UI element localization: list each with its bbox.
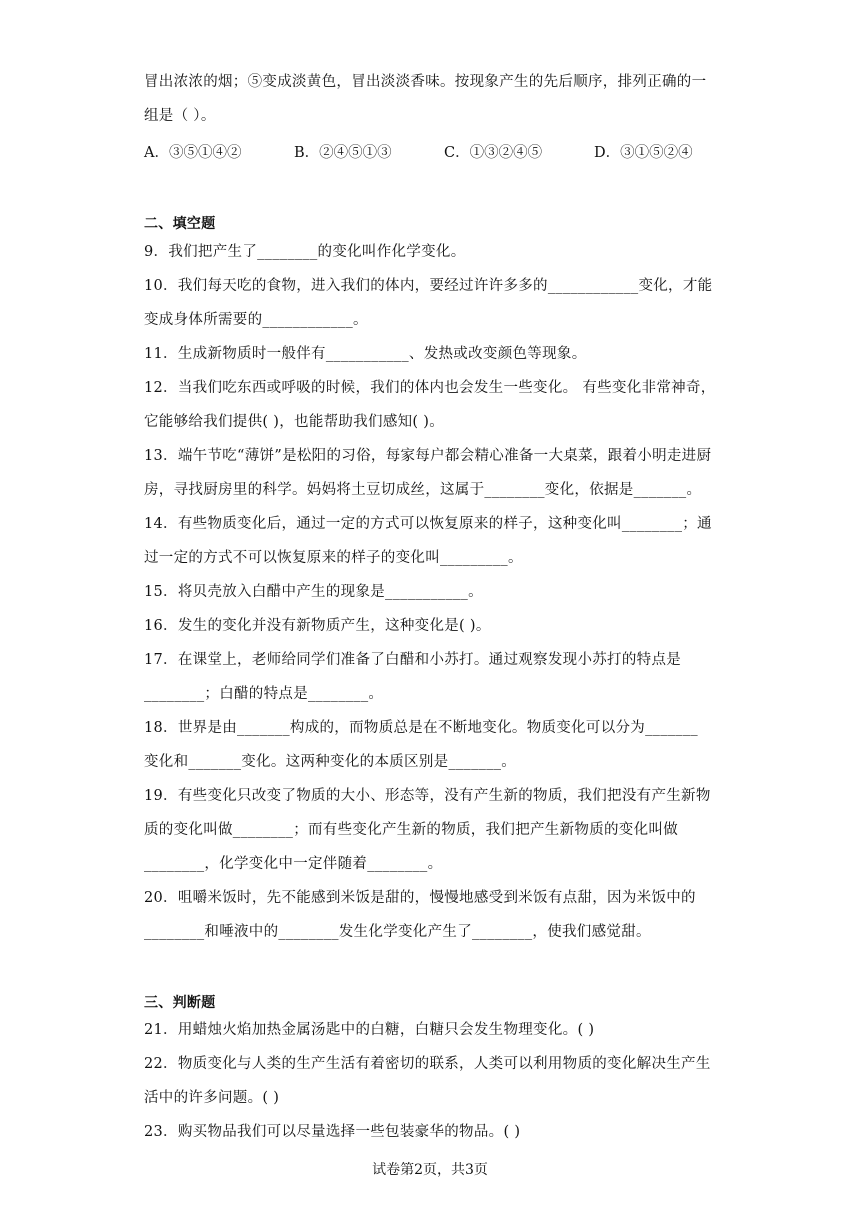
fill-line-10a: 10．我们每天吃的食物，进入我们的体内，要经过许许多多的____________变化，才能	[144, 278, 713, 294]
fill-line-20a: 20．咀嚼米饭时，先不能感到米饭是甜的，慢慢地感受到米饭有点甜，因为米饭中的	[144, 890, 696, 906]
q8-option-b: B．②④⑤①③	[294, 145, 392, 161]
judge-line-22a: 22．物质变化与人类的生产生活有着密切的联系，人类可以利用物质的变化解决生产生	[144, 1056, 711, 1072]
fill-line-19a: 19．有些变化只改变了物质的大小、形态等，没有产生新的物质，我们把没有产生新物	[144, 788, 711, 804]
fill-line-17b: ________；白醋的特点是________。	[144, 686, 384, 702]
fill-line-19c: ________，化学变化中一定伴随着________。	[144, 856, 443, 872]
judge-line-21: 21．用蜡烛火焰加热金属汤匙中的白糖，白糖只会发生物理变化。( )	[144, 1022, 595, 1038]
fill-line-12b: 它能够给我们提供( )，也能帮助我们感知( )。	[144, 414, 445, 430]
section-heading-fill: 二、填空题	[144, 216, 216, 232]
section-heading-judge: 三、判断题	[144, 995, 216, 1011]
fill-line-20b: ________和唾液中的________发生化学变化产生了________，使我们感觉甜。	[144, 924, 651, 940]
fill-line-12a: 12．当我们吃东西或呼吸的时候，我们的体内也会发生一些变化。 有些变化非常神奇，	[144, 380, 716, 396]
fill-line-16: 16．发生的变化并没有新物质产生，这种变化是( )。	[144, 618, 491, 634]
page-footer: 试卷第2页，共3页	[372, 1162, 488, 1178]
fill-line-17a: 17．在课堂上，老师给同学们准备了白醋和小苏打。通过观察发现小苏打的特点是	[144, 652, 682, 668]
judge-line-22b: 活中的许多问题。( )	[144, 1090, 280, 1106]
judge-line-23: 23．购买物品我们可以尽量选择一些包装豪华的物品。( )	[144, 1124, 521, 1140]
fill-line-19b: 质的变化叫做________；而有些变化产生新的物质，我们把产生新物质的变化叫做	[144, 822, 678, 838]
fill-line-15: 15．将贝壳放入白醋中产生的现象是___________。	[144, 584, 483, 600]
fill-line-14b: 过一定的方式不可以恢复原来的样子的变化叫_________。	[144, 550, 523, 566]
fill-line-18b: 变化和_______变化。这两种变化的本质区别是_______。	[144, 754, 517, 770]
q8-option-d: D．③①⑤②④	[594, 145, 693, 161]
q8-option-a: A．③⑤①④②	[144, 145, 242, 161]
fill-line-9: 9．我们把产生了________的变化叫作化学变化。	[144, 244, 466, 260]
fill-line-10b: 变成身体所需要的____________。	[144, 312, 368, 328]
fill-line-14a: 14．有些物质变化后，通过一定的方式可以恢复原来的样子，这种变化叫________；通	[144, 516, 712, 532]
q8-text-line-1: 冒出浓浓的烟；⑤变成淡黄色，冒出淡淡香味。按现象产生的先后顺序，排列正确的一	[144, 74, 707, 90]
fill-line-11: 11．生成新物质时一般伴有___________、发热或改变颜色等现象。	[144, 346, 587, 362]
fill-line-13a: 13．端午节吃“薄饼”是松阳的习俗，每家每户都会精心准备一大桌菜，跟着小明走进厨	[144, 448, 712, 464]
q8-option-c: C．①③②④⑤	[444, 145, 543, 161]
fill-line-18a: 18．世界是由_______构成的，而物质总是在不断地变化。物质变化可以分为_______	[144, 720, 698, 736]
q8-text-line-2: 组是（ ）。	[144, 108, 216, 124]
fill-line-13b: 房，寻找厨房里的科学。妈妈将土豆切成丝，这属于________变化，依据是_______。	[144, 482, 702, 498]
